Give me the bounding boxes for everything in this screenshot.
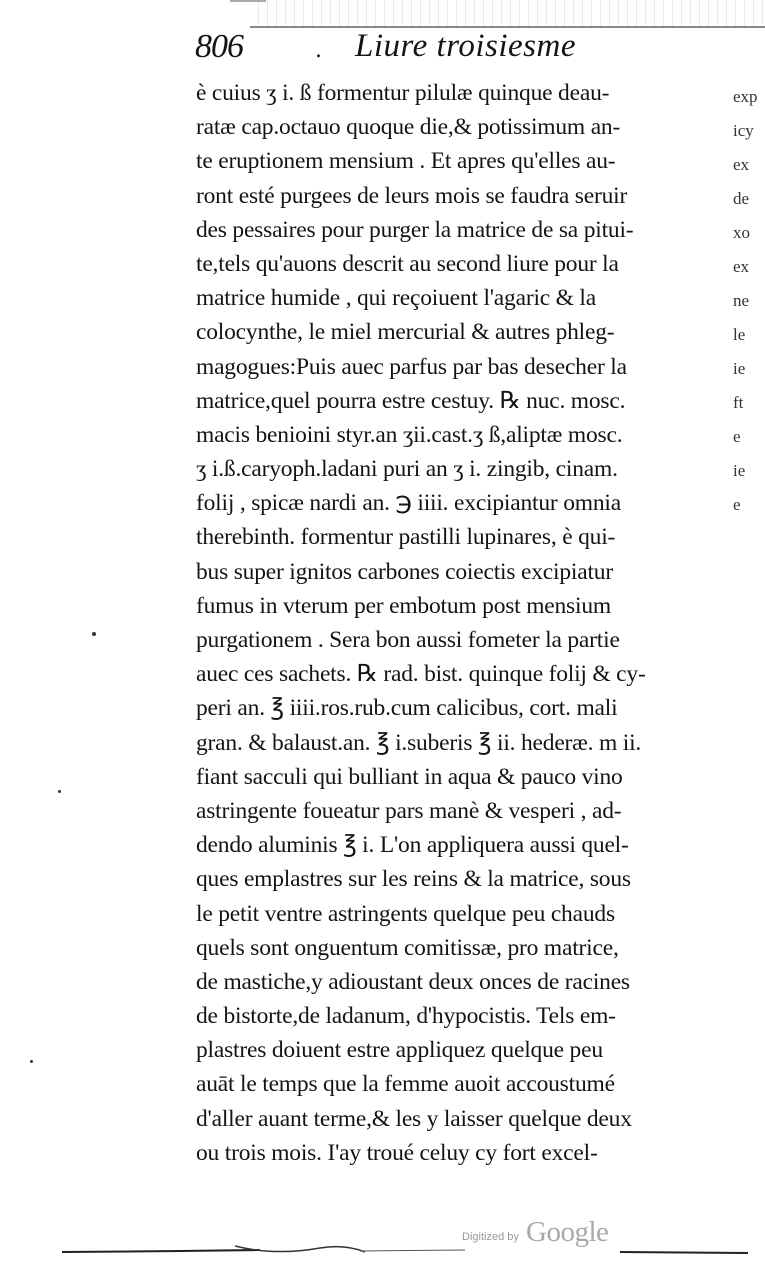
text-line: colocynthe, le miel mercurial & autres phleg- — [196, 319, 615, 346]
text-line: ou trois mois. I'ay troué celuy cy fort excel- — [196, 1139, 598, 1166]
text-line: magogues:Puis auec parfus par bas desecher la — [196, 353, 627, 380]
digitized-by-google-watermark — [462, 1216, 632, 1256]
stray-ink-mark — [58, 790, 61, 793]
facing-page-margin-text — [733, 80, 765, 510]
text-line: peri an. ℥ iiii.ros.rub.cum calicibus, cort. mali — [196, 695, 618, 722]
margin-fragment: ft — [733, 393, 744, 412]
margin-fragment: ne — [733, 291, 750, 310]
margin-fragment: xo — [733, 223, 750, 242]
margin-fragment: ex — [733, 257, 750, 276]
running-title: Liure troisiesme — [355, 28, 576, 64]
text-line: auec ces sachets. ℞ rad. bist. quinque folij & cy- — [196, 661, 646, 688]
google-logo: Google — [526, 1216, 609, 1248]
margin-fragment: de — [733, 189, 750, 208]
margin-fragment: ie — [733, 359, 746, 378]
text-line: de mastiche,y adioustant deux onces de racines — [196, 968, 630, 995]
margin-fragment: exp — [733, 87, 758, 106]
text-line: fumus in vterum per embotum post mensium — [196, 592, 611, 619]
text-line: quels sont onguentum comitissæ, pro matrice, — [196, 934, 619, 961]
text-line: purgationem . Sera bon aussi fometer la partie — [196, 627, 620, 653]
page-top-edge-left — [230, 0, 266, 12]
margin-fragment: e — [733, 495, 741, 510]
stray-ink-mark — [92, 632, 96, 636]
page-number: 806 — [195, 28, 243, 65]
text-line: plastres doiuent estre appliquez quelque peu — [196, 1037, 603, 1064]
text-line: macis benioini styr.an ʒii.cast.ʒ ß,aliptæ mosc. — [196, 421, 623, 448]
text-line: è cuius ʒ i. ß formentur pilulæ quinque deau- — [196, 80, 610, 106]
text-line: astringente foueatur pars manè & vesperi , ad- — [196, 797, 622, 824]
bottom-page-edge — [60, 1242, 750, 1262]
margin-fragment: ie — [733, 461, 746, 480]
text-line: ratæ cap.octauo quoque die,& potissimum an- — [196, 114, 621, 141]
margin-fragment: icy — [733, 121, 754, 140]
stray-ink-mark — [30, 1060, 33, 1063]
text-line: te,tels qu'auons descrit au second liure pour la — [196, 250, 619, 277]
running-head — [195, 28, 715, 76]
text-line: bus super ignitos carbones coiectis excipiatur — [196, 558, 613, 585]
text-line: folij , spicæ nardi an. ℈ iiii. excipiantur omnia — [196, 490, 621, 517]
body-text — [196, 76, 708, 1170]
margin-fragment: e — [733, 427, 741, 446]
text-line: auāt le temps que la femme auoit accoustumé — [196, 1071, 615, 1098]
text-line: gran. & balaust.an. ℥ i.suberis ℥ ii. hederæ. m ii. — [196, 729, 642, 756]
watermark-prefix: Digitized by — [462, 1231, 519, 1243]
text-line: ques emplastres sur les reins & la matrice, sous — [196, 866, 631, 893]
text-line: therebinth. formentur pastilli lupinares, è qui- — [196, 524, 616, 551]
text-line: d'aller auant terme,& les y laisser quelque deux — [196, 1105, 632, 1132]
text-line: ront esté purgees de leurs mois se faudra seruir — [196, 182, 628, 209]
margin-fragment: le — [733, 325, 746, 344]
text-line: ʒ i.ß.caryoph.ladani puri an ʒ i. zingib, cinam. — [196, 456, 618, 483]
text-line: fiant sacculi qui bulliant in aqua & pauco vino — [196, 763, 623, 790]
margin-fragment: ex — [733, 155, 750, 174]
text-line: matrice humide , qui reçoiuent l'agaric & la — [196, 285, 596, 312]
text-line: dendo aluminis ℥ i. L'on appliquera aussi quel- — [196, 832, 629, 859]
text-line: te eruptionem mensium . Et apres qu'elles au- — [196, 148, 616, 175]
bottom-edge-strokes — [60, 1242, 750, 1262]
text-line: matrice,quel pourra estre cestuy. ℞ nuc. mosc. — [196, 387, 626, 414]
text-line: le petit ventre astringents quelque peu chauds — [196, 900, 615, 927]
head-dot: . — [315, 38, 322, 63]
page-top-edge — [250, 0, 765, 28]
text-line: de bistorte,de ladanum, d'hypocistis. Tels em- — [196, 1003, 616, 1030]
text-line: des pessaires pour purger la matrice de sa pitui- — [196, 216, 634, 243]
